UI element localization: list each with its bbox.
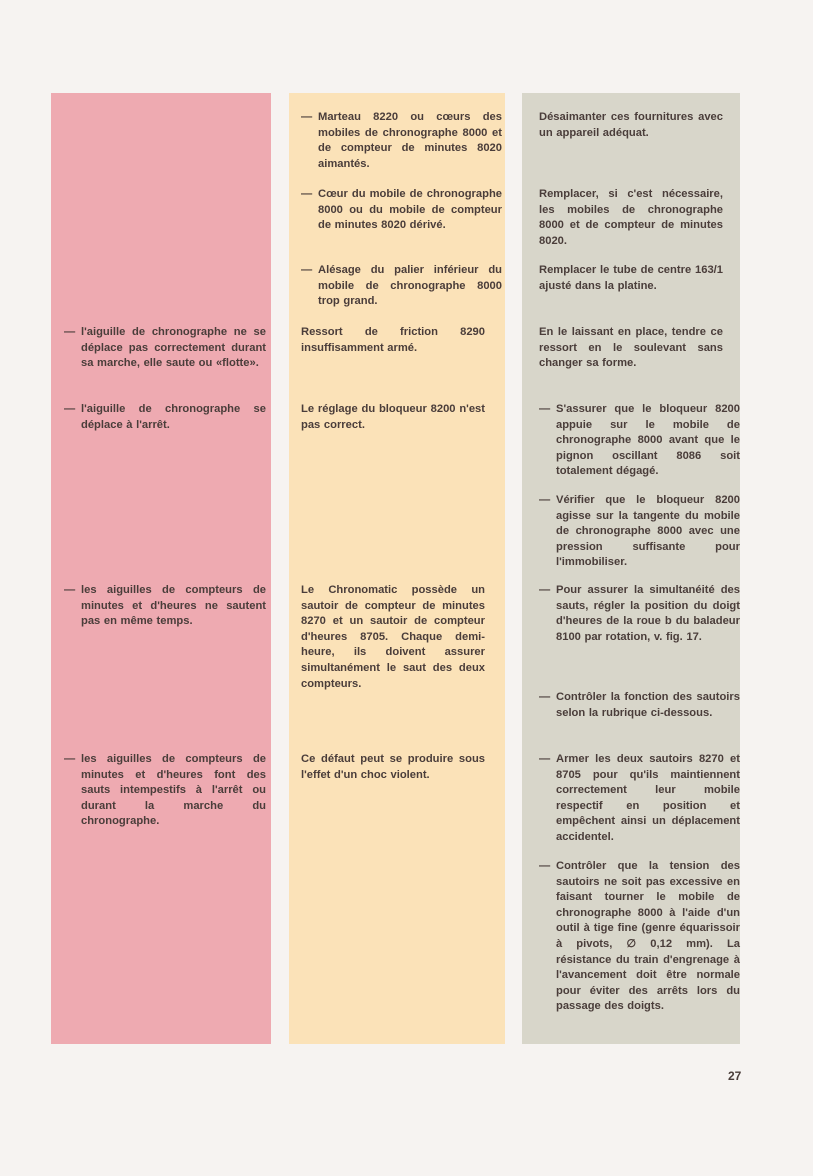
remedy-item: Remplacer, si c'est nécessaire, les mobiles de chronographe 8000 et de compteur de minutes 8020. xyxy=(539,188,723,247)
remedy-item: — Pour assurer la simultanéité des sauts, régler la position du doigt d'heures de la roue b du baladeur 8100 par rotation, v. fig. 17. xyxy=(539,583,740,645)
symptom-item: — les aiguilles de compteurs de minutes et d'heures ne sautent pas en même temps. xyxy=(64,583,266,630)
cause-item: — Alésage du palier inférieur du mobile de chronographe 8000 trop grand. xyxy=(301,263,502,310)
cause-item: Ressort de friction 8290 insuffisamment armé. xyxy=(301,326,485,354)
cause-item: — Cœur du mobile de chronographe 8000 ou du mobile de compteur de minutes 8020 dérivé. xyxy=(301,187,502,234)
remedy-item: — Vérifier que le bloqueur 8200 agisse sur la tangente du mobile de chronographe 8000 avec une pression suffisante pour l'immobiliser. xyxy=(539,493,740,571)
cause-item: Le réglage du bloqueur 8200 n'est pas correct. xyxy=(301,403,485,431)
causes-column xyxy=(289,93,505,1044)
symptom-item: — l'aiguille de chronographe ne se déplace pas correctement durant sa marche, elle saute ou «flotte». xyxy=(64,325,266,372)
symptom-item: — l'aiguille de chronographe se déplace à l'arrêt. xyxy=(64,402,266,433)
remedy-item: — S'assurer que le bloqueur 8200 appuie sur le mobile de chronographe 8000 avant que le pignon oscillant 8086 soit totalement dégagé. xyxy=(539,402,740,480)
remedy-item: En le laissant en place, tendre ce ressort en le soulevant sans changer sa forme. xyxy=(539,326,723,370)
remedy-item: — Contrôler la fonction des sautoirs selon la rubrique ci-dessous. xyxy=(539,690,740,721)
symptom-item: — les aiguilles de compteurs de minutes et d'heures font des sauts intempestifs à l'arrêt ou durant la marche du chronographe. xyxy=(64,752,266,830)
remedy-item: Remplacer le tube de centre 163/1 ajusté dans la platine. xyxy=(539,264,723,292)
cause-item: Ce défaut peut se produire sous l'effet d'un choc violent. xyxy=(301,753,485,781)
symptoms-column xyxy=(51,93,271,1044)
cause-item: Le Chronomatic possède un sautoir de compteur de minutes 8270 et un sautoir de compteur d'heures 8705. Chaque demi-heure, ils doivent assurer simultanément le saut des deux compteurs. xyxy=(301,584,485,690)
remedy-item: — Contrôler que la tension des sautoirs ne soit pas excessive en faisant tourner le mobile de chronographe 8000 à l'aide d'un outil à tige fine (genre équarissoir à pivots, ∅ 0,12 mm). La résistance du train d'engrenage à l'avancement doit être normale pour éviter des arrêts lors du passage des doigts. xyxy=(539,859,740,1015)
remedy-item: Désaimanter ces fournitures avec un appareil adéquat. xyxy=(539,111,723,139)
remedies-column xyxy=(522,93,740,1044)
cause-item: — Marteau 8220 ou cœurs des mobiles de chronographe 8000 et de compteur de minutes 8020 aimantés. xyxy=(301,110,502,172)
remedy-item: — Armer les deux sautoirs 8270 et 8705 pour qu'ils maintiennent correctement leur mobile respectif en position et empêchent ainsi un déplacement accidentel. xyxy=(539,752,740,846)
page-number: 27 xyxy=(728,1069,742,1083)
